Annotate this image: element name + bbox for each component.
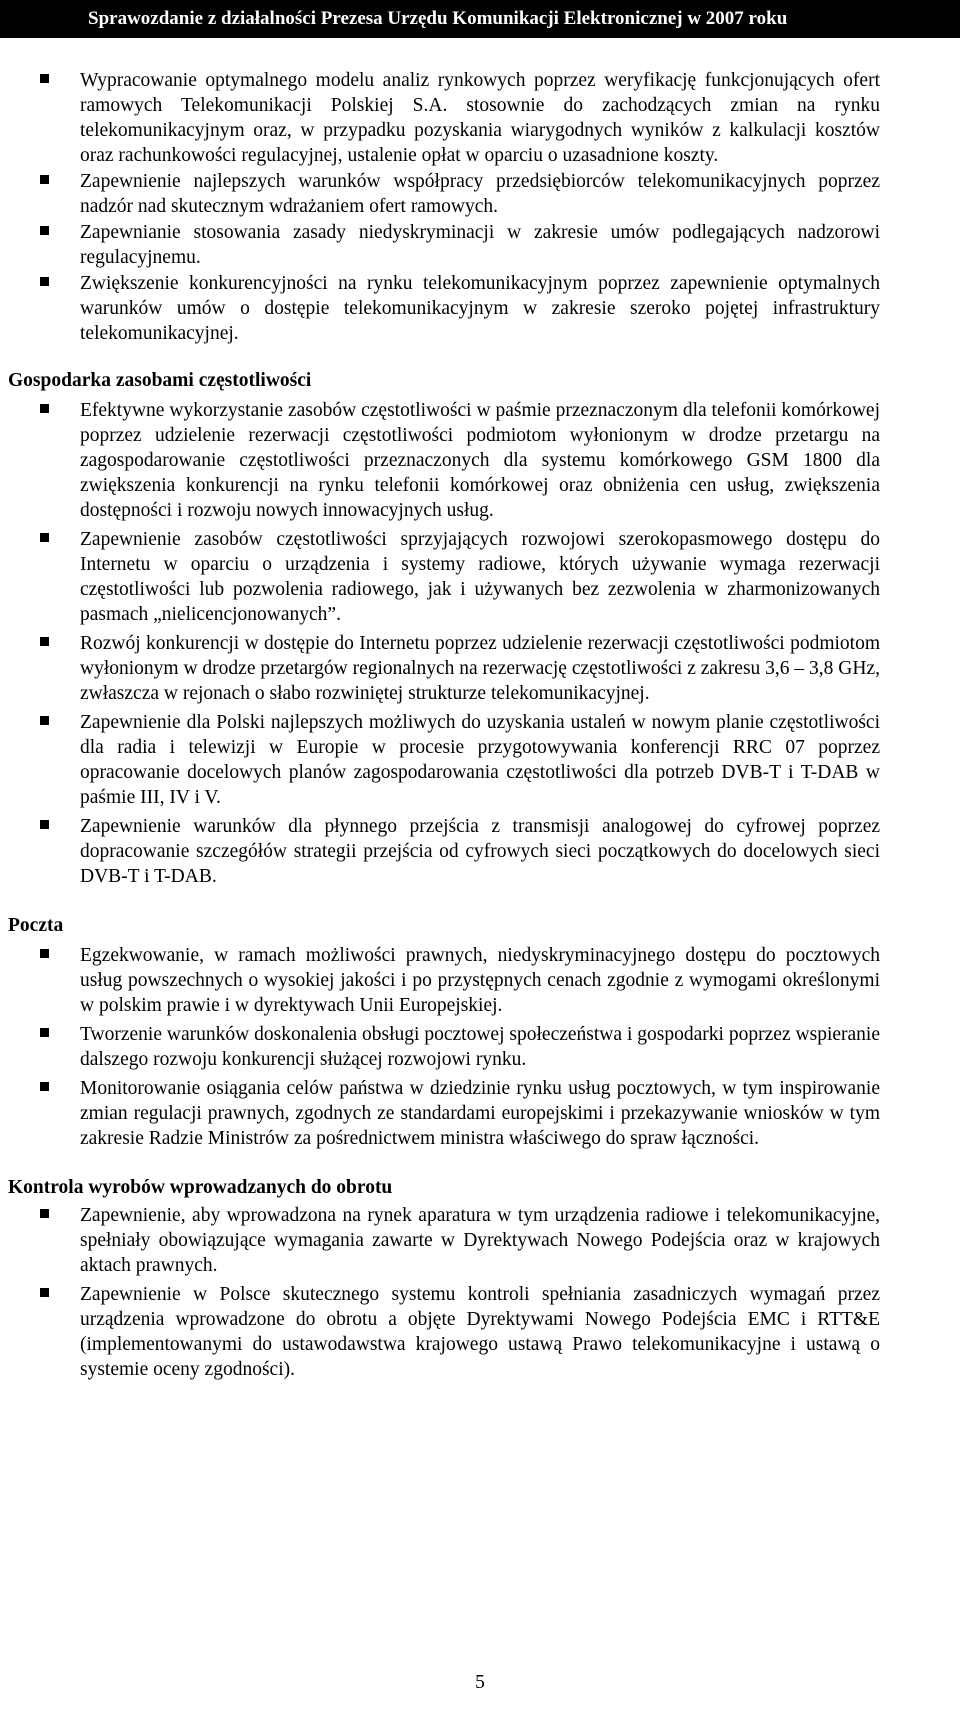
square-bullet-icon: [40, 175, 49, 184]
list-item: Wypracowanie optymalnego modelu analiz rynkowych poprzez weryfikację funkcjonujących ofert ramowych Telekomunikacji Polskiej S.A. stosownie do zachodzących zmian na rynku telekomunikacyjnym oraz, w przypadku pozyskania wiarygodnych wyników z kalkulacji kosztów oraz rachunkowości regulacyjnej, ustalenie opłat w oparciu o uzasadnione koszty.: [0, 68, 960, 168]
square-bullet-icon: [40, 949, 49, 958]
square-bullet-icon: [40, 637, 49, 646]
list-item: Zapewnienie w Polsce skutecznego systemu kontroli spełniania zasadniczych wymagań przez urządzenia wprowadzone do obrotu a objęte Dyrektywami Nowego Podejścia EMC i RTT&E (implementowanymi do ustawodawstwa krajowego ustawą Prawo telekomunikacyjne i ustawą o systemie oceny zgodności).: [0, 1282, 960, 1382]
page-number: 5: [475, 1672, 485, 1693]
square-bullet-icon: [40, 404, 49, 413]
list-item: Zapewnienie zasobów częstotliwości sprzyjających rozwojowi szerokopasmowego dostępu do Internetu w oparciu o urządzenia i systemy radiowe, których używanie wymaga rezerwacji częstotliwości lub pozwolenia radiowego, jak i używanych bez zezwolenia w zharmonizowanych pasmach „nielicencjonowanych”.: [0, 527, 960, 627]
section-heading: Poczta: [8, 915, 64, 936]
list-item: Tworzenie warunków doskonalenia obsługi pocztowej społeczeństwa i gospodarki poprzez wspieranie dalszego rozwoju konkurencji służącej rozwojowi rynku.: [0, 1022, 960, 1072]
intro-list: [0, 68, 960, 346]
square-bullet-icon: [40, 1209, 49, 1218]
square-bullet-icon: [40, 1082, 49, 1091]
list-item: Monitorowanie osiągania celów państwa w dziedzinie rynku usług pocztowych, w tym inspirowanie zmian regulacji prawnych, zgodnych ze standardami europejskimi i przekazywanie wniosków w tym zakresie Radzie Ministrów za pośrednictwem ministra właściwego do spraw łączności.: [0, 1076, 960, 1151]
page-header: Sprawozdanie z działalności Prezesa Urzędu Komunikacji Elektronicznej w 2007 roku: [0, 0, 960, 38]
list-item: Zapewnienie warunków dla płynnego przejścia z transmisji analogowej do cyfrowej poprzez dopracowanie szczegółów strategii przejścia od cyfrowych sieci początkowych do docelowych sieci DVB-T i T-DAB.: [0, 814, 960, 889]
list-item: Zapewnienie, aby wprowadzona na rynek aparatura w tym urządzenia radiowe i telekomunikacyjne, spełniały obowiązujące wymagania zawarte w Dyrektywach Nowego Podejścia oraz w krajowych aktach prawnych.: [0, 1203, 960, 1278]
square-bullet-icon: [40, 820, 49, 829]
square-bullet-icon: [40, 226, 49, 235]
square-bullet-icon: [40, 74, 49, 83]
list-item: Efektywne wykorzystanie zasobów częstotliwości w paśmie przeznaczonym dla telefonii komórkowej poprzez udzielenie rezerwacji częstotliwości podmiotom wyłonionym w drodze przetargu na zagospodarowanie częstotliwości przeznaczonych dla systemu komórkowego GSM 1800 dla zwiększenia konkurencji na rynku telefonii komórkowej oraz obniżenia cen usług, zwiększenia dostępności i rozwoju nowych innowacyjnych usług.: [0, 398, 960, 523]
list-item: Zwiększenie konkurencyjności na rynku telekomunikacyjnym poprzez zapewnienie optymalnych warunków umów o dostępie telekomunikacyjnym w zakresie szeroko pojętej infrastruktury telekomunikacyjnej.: [0, 271, 960, 346]
list-item: Zapewnianie stosowania zasady niedyskryminacji w zakresie umów podlegających nadzorowi regulacyjnemu.: [0, 220, 960, 270]
section-list: [0, 943, 960, 1151]
list-item: Zapewnienie dla Polski najlepszych możliwych do uzyskania ustaleń w nowym planie częstotliwości dla radia i telewizji w Europie w procesie przygotowywania konferencji RRC 07 poprzez opracowanie docelowych planów zagospodarowania częstotliwości dla potrzeb DVB-T i T-DAB w paśmie III, IV i V.: [0, 710, 960, 810]
square-bullet-icon: [40, 1028, 49, 1037]
section-list: [0, 1203, 960, 1382]
section-heading: Kontrola wyrobów wprowadzanych do obrotu: [8, 1177, 393, 1198]
list-item: Zapewnienie najlepszych warunków współpracy przedsiębiorców telekomunikacyjnych poprzez nadzór nad skutecznym wdrażaniem ofert ramowych.: [0, 169, 960, 219]
square-bullet-icon: [40, 277, 49, 286]
square-bullet-icon: [40, 533, 49, 542]
section-heading: Gospodarka zasobami częstotliwości: [8, 370, 312, 391]
section-list: [0, 398, 960, 889]
list-item: Rozwój konkurencji w dostępie do Internetu poprzez udzielenie rezerwacji częstotliwości podmiotom wyłonionym w drodze przetargów regionalnych na rezerwację częstotliwości z zakresu 3,6 – 3,8 GHz, zwłaszcza w rejonach o słabo rozwiniętej strukturze telekomunikacyjnej.: [0, 631, 960, 706]
square-bullet-icon: [40, 1288, 49, 1297]
list-item: Egzekwowanie, w ramach możliwości prawnych, niedyskryminacyjnego dostępu do pocztowych usług powszechnych o wysokiej jakości i po przystępnych cenach zgodnie z wymogami określonymi w polskim prawie i w dyrektywach Unii Europejskiej.: [0, 943, 960, 1018]
document-body: [0, 68, 960, 1382]
square-bullet-icon: [40, 716, 49, 725]
